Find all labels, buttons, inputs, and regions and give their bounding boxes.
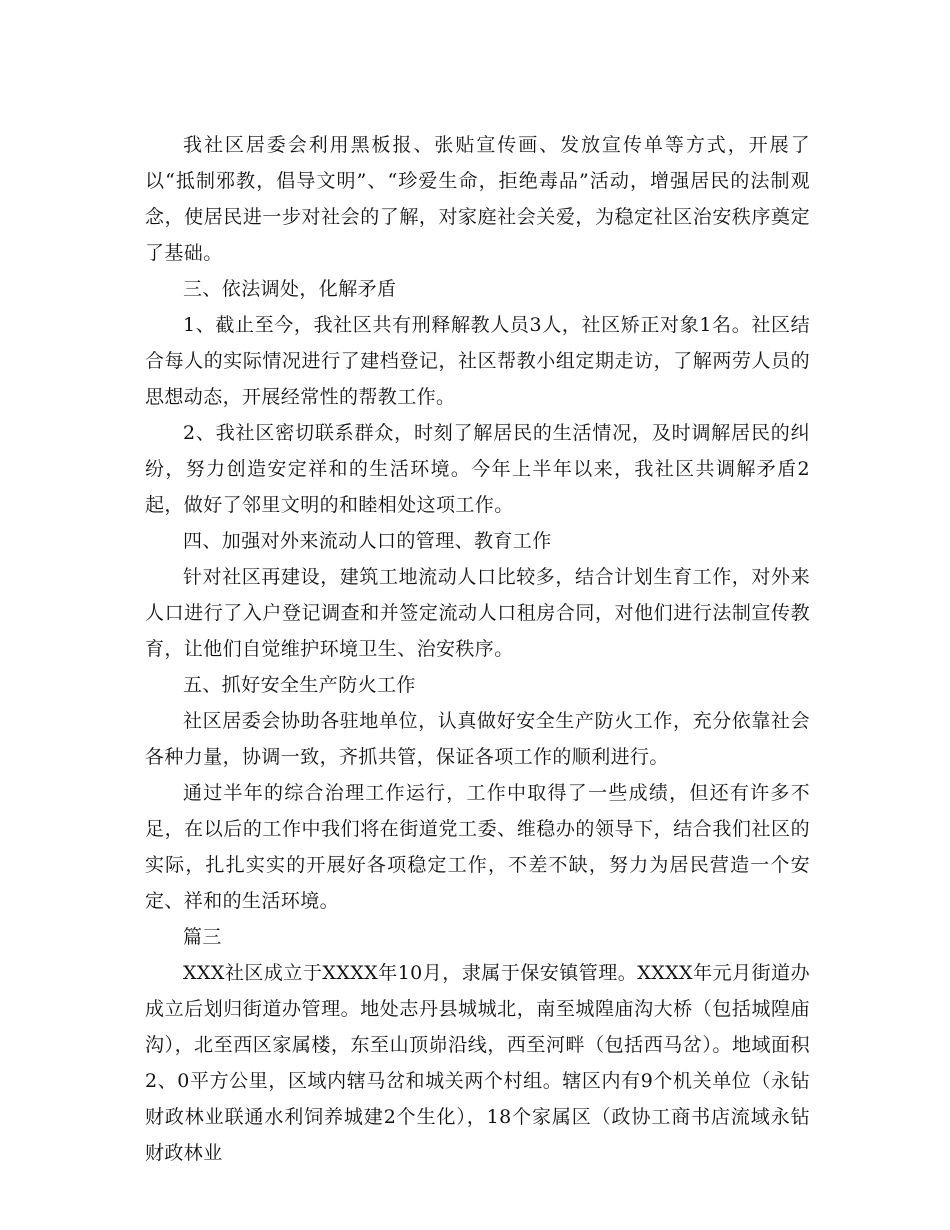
- paragraph-item-2: 2、我社区密切联系群众，时刻了解居民的生活情况，及时调解居民的纠纷，努力创造安定祥和的生活环境。今年上半年以来，我社区共调解矛盾2起，做好了邻里文明的和睦相处这项工作。: [145, 422, 810, 516]
- paragraph-community-overview: XXX社区成立于XXXX年10月，隶属于保安镇管理。XXXX年元月街道办成立后划归街道办管理。地处志丹县城城北，南至城隍庙沟大桥（包括城隍庙沟），北至西区家属楼，东至山顶峁沿线，西至河畔（包括西马岔）。地域面积2、0平方公里，区域内辖马岔和城关两个村组。辖区内有9个机关单位（永钻财政林业联通水利饲养城建2个生化），18个家属区（政协工商书店流域永钻财政林业: [145, 962, 810, 1164]
- paragraph-item-1: 1、截止至今，我社区共有刑释解教人员3人，社区矫正对象1名。社区结合每人的实际情况进行了建档登记，社区帮教小组定期走访，了解两劳人员的思想动态，开展经常性的帮教工作。: [145, 314, 810, 408]
- section-heading-5: 五、抓好安全生产防火工作: [183, 674, 416, 696]
- paragraph-floating-population: 针对社区再建设，建筑工地流动人口比较多，结合计划生育工作，对外来人口进行了入户登记调查和并签定流动人口租房合同，对他们进行法制宣传教育，让他们自觉维护环境卫生、治安秩序。: [145, 566, 810, 660]
- document-body: [145, 127, 810, 1171]
- paragraph-fire-safety: 社区居委会协助各驻地单位，认真做好安全生产防火工作，充分依靠社会各种力量，协调一致，齐抓共管，保证各项工作的顺利进行。: [145, 710, 810, 768]
- section-heading-3: 三、依法调处，化解矛盾: [183, 278, 397, 300]
- article-heading-part-3: 篇三: [183, 926, 222, 948]
- paragraph-summary: 通过半年的综合治理工作运行，工作中取得了一些成绩，但还有许多不足，在以后的工作中我们将在街道党工委、维稳办的领导下，结合我们社区的实际，扎扎实实的开展好各项稳定工作，不差不缺，努力为居民营造一个安定、祥和的生活环境。: [145, 782, 810, 912]
- paragraph-publicity: 我社区居委会利用黑板报、张贴宣传画、发放宣传单等方式，开展了以“抵制邪教，倡导文明”、“珍爱生命，拒绝毒品”活动，增强居民的法制观念，使居民进一步对社会的了解，对家庭社会关爱，为稳定社区治安秩序奠定了基础。: [145, 134, 810, 264]
- section-heading-4: 四、加强对外来流动人口的管理、教育工作: [183, 530, 552, 552]
